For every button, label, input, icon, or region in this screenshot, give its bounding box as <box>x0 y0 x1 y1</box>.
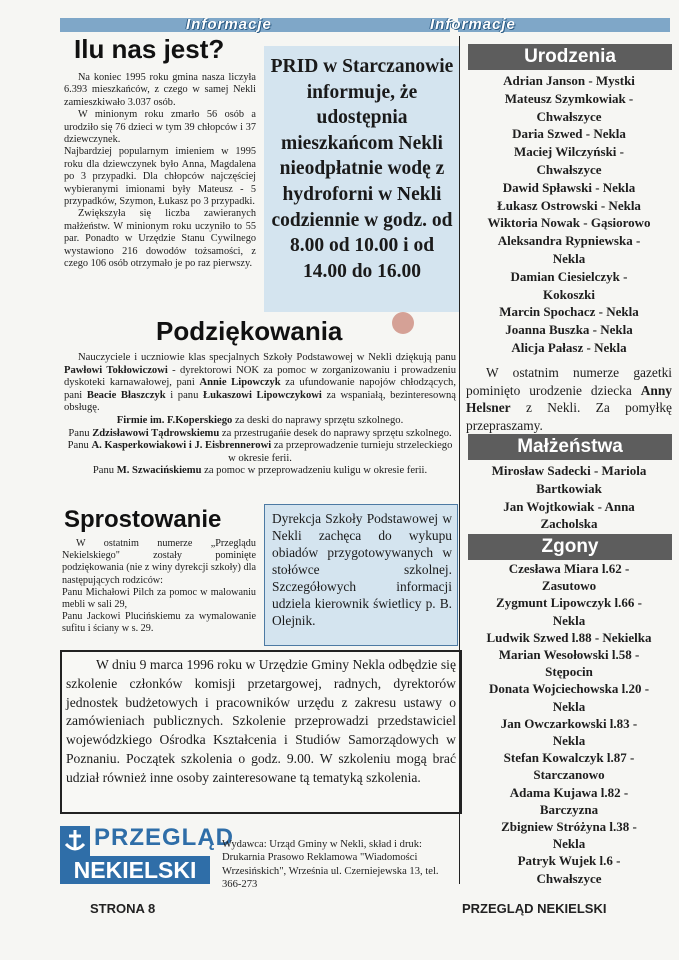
thanks-article <box>64 352 456 478</box>
birth-entry: Aleksandra Rypniewska - <box>497 233 641 249</box>
death-entry: Zbigniew Stróżyna l.38 - <box>501 819 637 835</box>
prid-text: PRID w Starczanowie informuje, że udostępnia mieszkańcom Nekli nieodpłatnie wodę z hydroforni w Nekli codziennie w godz. od 8.00 od 10.00 i od 14.00 do 16.00 <box>270 56 454 282</box>
marriage-entry: Mirosław Sadecki - Mariola <box>491 463 647 478</box>
birth-entry: Chwałszyce <box>536 161 602 177</box>
stats-article <box>64 72 256 271</box>
thanks-name: Beacie Błaszczyk <box>86 389 166 401</box>
thanks-text: za wspaniałą, bezinteresowną obsługę. <box>64 389 456 414</box>
correction-item: Panu Michałowi Pilch za pomoc w malowaniu mebli w sali 29, <box>62 586 256 611</box>
birth-entry: Joanna Buszka - Nekla <box>505 322 633 338</box>
thanks-name: Annie Lipowczyk <box>199 377 281 389</box>
stats-paragraph: Zwiększyła się liczba zawieranych małżeństw. W minionym roku uczyniło to 55 par. Ponadto w Urzędzie Stanu Cywilnego wystawiono 216 dowodów tożsamości, z czego 106 osób otrzymało je po raz pierwszy. <box>64 208 256 270</box>
header-label-left: Informacje <box>186 16 272 33</box>
birth-entry: Wiktoria Nowak - Gąsiorowo <box>487 215 651 231</box>
death-entry: Zasutowo <box>541 578 597 594</box>
births-list <box>462 72 676 357</box>
thanks-title: Podziękowania <box>156 316 343 346</box>
death-entry: Stefan Kowalczyk l.87 - <box>503 750 635 766</box>
birth-entry: Dawid Spławski - Nekla <box>502 179 636 195</box>
death-entry: Nekla <box>552 698 586 714</box>
thanks-line <box>64 428 456 441</box>
death-entry: Jan Owczarkowski l.83 - <box>500 715 638 731</box>
thanks-text: Panu <box>68 427 90 439</box>
stats-paragraph: Najbardziej popularnym imieniem w 1995 roku dla dziewczynek było Anna, Magdalena po 3 przypadki. Dla chłopców najczęściej wybieranymi imionami były Mateusz - 5 przypadków, Szymon, Łukasz po 3 przypadki. <box>64 146 256 208</box>
birth-entry: Mateusz Szymkowiak - <box>504 90 634 106</box>
stats-paragraph: Na koniec 1995 roku gmina nasza liczyła 6.393 mieszkańców, z czego w samej Nekli zamieszkiwało 3.037 osób. <box>64 72 256 108</box>
publisher-text: Wydawca: Urząd Gminy w Nekli, skład i druk: Drukarnia Prasowo Reklamowa "Wiadomości Wrzesińskich", Września ul. Czerniejewska 13, tel. 366-273 <box>222 839 439 891</box>
birth-entry: Maciej Wilczyński - <box>513 144 624 160</box>
thanks-line <box>64 465 456 478</box>
thanks-name: Pawłowi Tokłowiczowi <box>64 364 168 376</box>
births-note-end: z Nekli. Za pomyłkę przepraszamy. <box>466 400 672 433</box>
death-entry: Ludwik Szwed l.88 - Nekielka <box>486 629 652 645</box>
thanks-text: - dyrektorowi NOK za pomoc w zorganizowaniu i prowadzeniu dyskoteki karnawałowej, pani <box>64 364 456 389</box>
death-entry: Starczanowo <box>533 767 605 783</box>
thanks-text: i panu <box>170 389 199 401</box>
marriage-entry: Bartkowiak <box>536 480 602 496</box>
death-entry: Marian Wesołowski l.58 - <box>498 647 640 663</box>
thanks-text: za ufundowanie napojów chłodzących, pani <box>64 377 457 401</box>
death-entry: Stępocin <box>545 664 593 680</box>
logo-line2: NEKIELSKI <box>60 856 210 884</box>
death-entry: Nekla <box>552 836 586 852</box>
birth-entry: Kokoszki <box>542 286 595 302</box>
death-entry: Nekla <box>552 612 586 628</box>
thanks-text: za deski do naprawy sprzętu szkolnego. <box>234 414 404 426</box>
thanks-paragraph <box>64 352 456 415</box>
page-number: STRONA 8 <box>90 901 156 916</box>
birth-entry: Chwałszyce <box>536 108 602 124</box>
thanks-line <box>64 415 456 428</box>
birth-entry: Alicja Pałasz - Nekla <box>511 339 627 355</box>
column-divider <box>459 36 460 884</box>
marriage-entry: Jan Wojtkowiak - Anna <box>503 498 635 514</box>
anchor-icon <box>60 826 90 856</box>
births-heading: Urodzenia <box>468 44 672 70</box>
correction-article <box>62 538 256 636</box>
death-entry: Adama Kujawa l.82 - <box>509 784 629 800</box>
death-entry: Donata Wojciechowska l.20 - <box>488 681 650 697</box>
births-note-text: W ostatnim numerze gazetki pominięto urodzenie dziecka <box>466 365 672 398</box>
footer-title: PRZEGLĄD NEKIELSKI <box>462 901 607 916</box>
thanks-name: A. Kasperkowiakowi i J. Eisbrennerowi <box>91 440 272 452</box>
logo-emblem <box>60 826 90 856</box>
meals-text: Dyrekcja Szkoły Podstawowej w Nekli zachęca do wykupu obiadów przygotowywanych w stołówce szkolnej. Szczegółowych informacji udziela kierownik świetlicy p. B. Olejnik. <box>272 511 452 628</box>
thanks-text: za przestrugańie desek do naprawy sprzętu szkolnego. <box>221 427 452 439</box>
death-entry: Zygmunt Lipowczyk l.66 - <box>496 595 642 611</box>
deaths-list <box>462 560 676 887</box>
training-text: W dniu 9 marca 1996 roku w Urzędzie Gminy Nekla odbędzie się szkolenie członków komisji przetargowej, radnych, dyrektorów jednostek budżetowych i pracowników urzędu z zakresu ustawy o zamówieniach publicznych. Szkolenie przeprowadzi przedstawiciel wojewódzkiego Ośrodka Kształcenia i Studiów Samorządowych w Poznaniu. Początek szkolenia o godz. 9.00. W szkoleniu mogą brać udział również inne osoby zainteresowane tą tematyką szkolenia. <box>66 657 456 785</box>
thanks-name: M. Szwacińskiemu <box>116 465 202 477</box>
birth-entry: Damian Ciesielczyk - <box>510 268 628 284</box>
marriage-entry: Zacholska <box>540 516 598 532</box>
stats-paragraph: W minionym roku zmarło 56 osób a urodziło się 76 dzieci w tym 39 chłopców i 37 dziewczynek. <box>64 109 256 146</box>
stats-title: Ilu nas jest? <box>74 34 225 64</box>
births-note-name: Anny Helsner <box>466 382 672 416</box>
deaths-heading: Zgony <box>468 534 672 560</box>
thanks-name: Firmie im. F.Koperskiego <box>116 414 233 426</box>
correction-item: Panu Jackowi Plucińskiemu za wymalowanie sufitu i ściany w s. 29. <box>62 611 256 635</box>
birth-entry: Nekla <box>552 250 586 266</box>
thanks-name: Zdzisławowi Tądrowskiemu <box>92 427 220 439</box>
thanks-text: za pomoc w przeprowadzeniu kuligu w okresie ferii. <box>204 465 428 477</box>
thanks-text: za przeprowadzenie turnieju strzeleckiego w okresie ferii. <box>228 440 453 464</box>
births-note <box>466 364 672 434</box>
death-entry: Czesława Miara l.62 - <box>508 561 630 576</box>
thanks-intro: Nauczyciele i uczniowie klas specjalnych Szkoły Podstawowej w Nekli dziękują panu <box>78 352 456 363</box>
thanks-name: Łukaszowi Lipowczykowi <box>203 389 322 401</box>
death-entry: Barczyzna <box>539 801 599 817</box>
stamp-mark <box>392 312 414 334</box>
death-entry: Nekla <box>552 733 586 749</box>
birth-entry: Adrian Janson - Mystki <box>503 73 635 88</box>
birth-entry: Marcin Spochacz - Nekla <box>499 304 639 320</box>
birth-entry: Łukasz Ostrowski - Nekla <box>497 197 641 213</box>
logo-line1: PRZEGLĄD <box>94 824 234 851</box>
header-label-right: Informacje <box>430 16 516 33</box>
death-entry: Patryk Wujek l.6 - <box>517 853 621 869</box>
birth-entry: Daria Szwed - Nekla <box>512 126 626 142</box>
correction-text: W ostatnim numerze „Przeglądu Nekielskiego" zostały pominięte podziękowania (nie z winy dyrekcji szkoły) dla następujących rodziców: <box>62 538 256 586</box>
correction-title: Sprostowanie <box>64 506 222 533</box>
death-entry: Chwałszyce <box>536 870 602 886</box>
marriages-heading: Małżeństwa <box>468 434 672 460</box>
thanks-line <box>64 440 456 465</box>
thanks-text: Panu <box>67 440 89 452</box>
thanks-text: Panu <box>92 465 115 477</box>
marriages-list <box>462 462 676 533</box>
